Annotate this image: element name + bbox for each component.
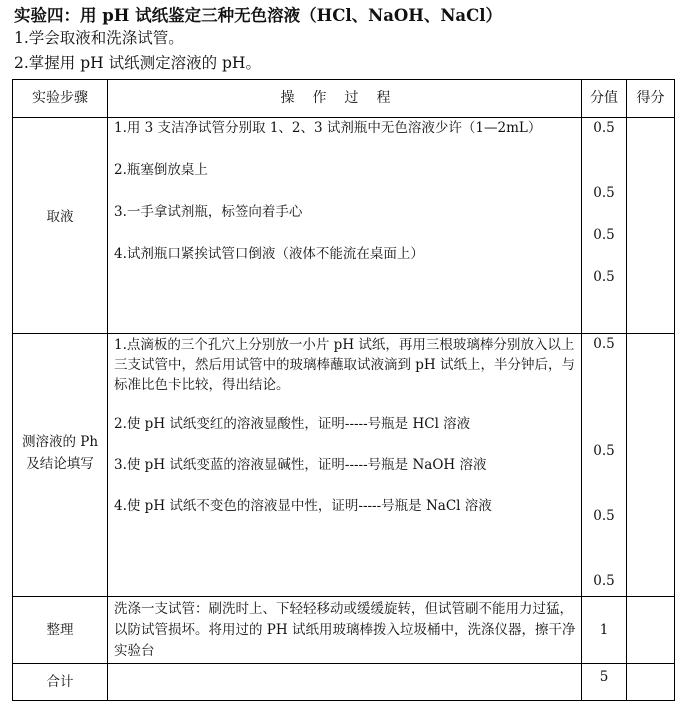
process-item: 2.瓶塞倒放桌上 [114,162,208,178]
step-name [13,334,108,597]
score-cell[interactable] [627,118,675,334]
goal-2: 2.掌握用 pH 试纸测定溶液的 pH。 [14,54,261,72]
table-row [13,118,675,334]
points-value: 0.5 [593,227,615,243]
table-header-row [13,80,675,118]
process-item: 2.使 pH 试纸变红的溶液显酸性，证明-----号瓶是 HCl 溶液 [114,416,471,432]
process-item: 3.使 pH 试纸变蓝的溶液显碱性，证明-----号瓶是 NaOH 溶液 [114,457,487,473]
points-cell [582,118,627,334]
points-value: 0.5 [593,443,615,459]
header-points: 分值 [582,80,627,118]
process-item: 1.点滴板的三个孔穴上分别放一小片 pH 试纸，再用三根玻璃棒分别放入以上三支试管中，然后用试管中的玻璃棒蘸取试液滴到 pH 试纸上，半分钟后，与标准比色卡比较，得出结论。 [114,337,575,393]
header-process: 操作过程 [108,80,582,118]
header-step: 实验步骤 [13,80,108,118]
process-cell [108,597,582,664]
header-score: 得分 [627,80,675,118]
total-score-cell[interactable] [627,664,675,701]
table-row [13,597,675,664]
step-label: 测溶液的 Ph 及结论填写 [21,434,99,472]
total-points: 5 [582,664,627,701]
points-value: 0.5 [593,573,615,589]
points-value: 0.5 [593,120,615,136]
step-label: 整理 [46,621,74,638]
page-title: 实验四：用 pH 试纸鉴定三种无色溶液（HCl、NaOH、NaCl） [14,6,503,25]
scoring-table [12,79,675,701]
step-name [13,118,108,334]
total-label: 合计 [13,664,108,701]
points-value: 0.5 [593,336,615,352]
process-item: 3.一手拿试剂瓶，标签向着手心 [114,204,303,220]
table-total-row [13,664,675,701]
points-value: 0.5 [593,269,615,285]
score-cell[interactable] [627,597,675,664]
process-item: 洗涤一支试管：刷洗时上、下轻轻移动或缓缓旋转，但试管刷不能用力过猛，以防试管损坏。将用过的 PH 试纸用玻璃棒拨入垃圾桶中，洗涤仪器，擦干净实验台 [114,600,576,659]
goal-1: 1.学会取液和洗涤试管。 [14,29,184,47]
table-row [13,334,675,597]
step-label: 取液 [46,209,74,225]
score-cell[interactable] [627,334,675,597]
total-blank [108,664,582,701]
step-name [13,597,108,664]
points-cell [582,597,627,664]
process-item: 4.试剂瓶口紧挨试管口倒液（液体不能流在桌面上） [114,246,424,262]
process-cell [108,118,582,334]
points-value: 1 [599,621,609,638]
process-cell [108,334,582,597]
points-value: 0.5 [593,185,615,201]
process-item: 1.用 3 支洁净试管分别取 1、2、3 试剂瓶中无色溶液少许（1—2mL） [114,120,542,136]
points-cell [582,334,627,597]
process-item: 4.使 pH 试纸不变色的溶液显中性，证明-----号瓶是 NaCl 溶液 [114,498,492,514]
points-value: 0.5 [593,508,615,524]
